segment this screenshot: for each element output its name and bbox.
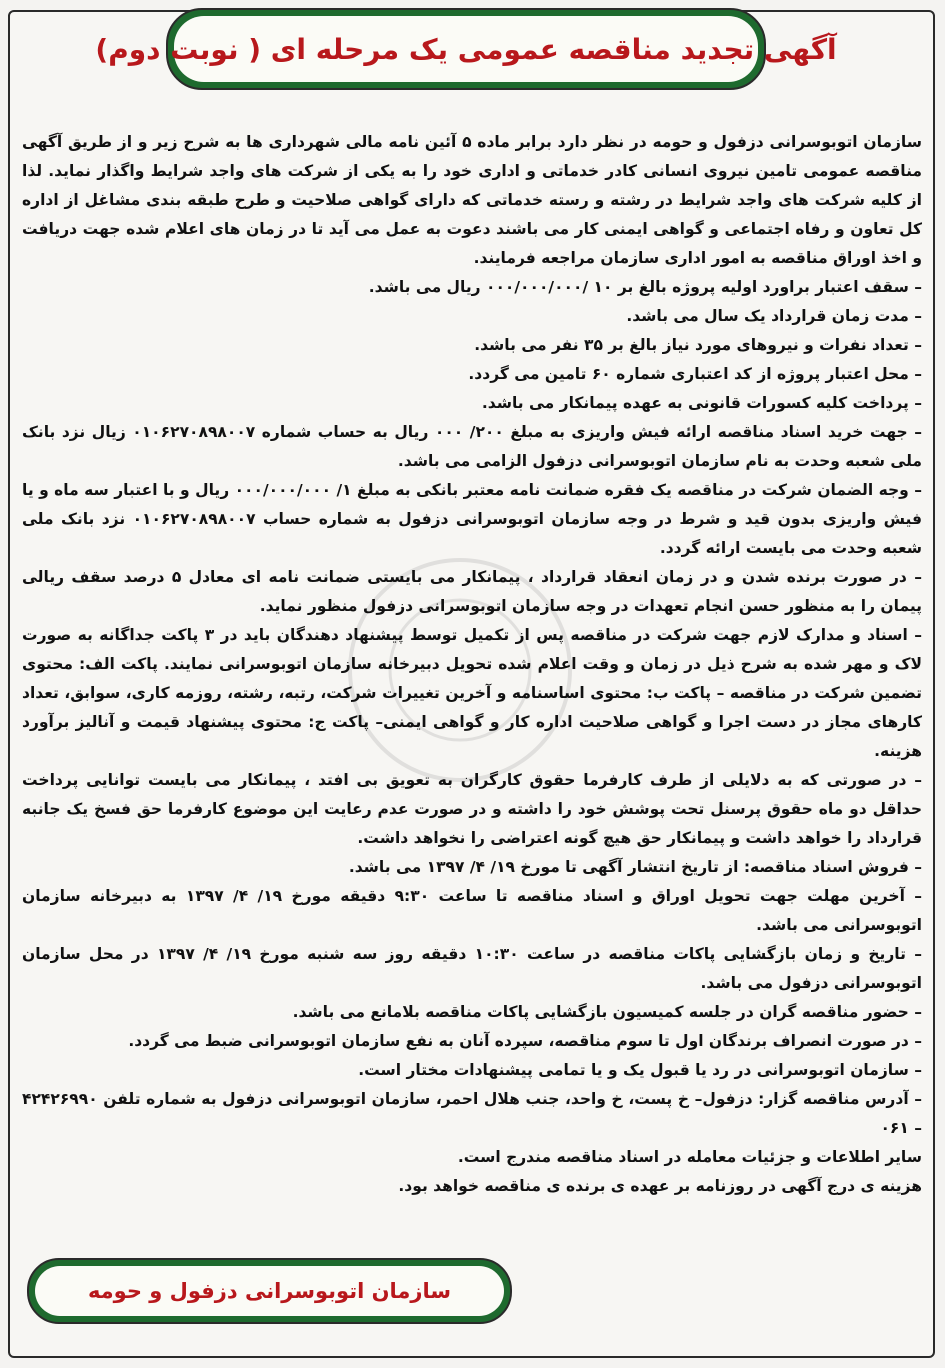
footer-banner-inner: [35, 1266, 504, 1316]
footer-banner: [27, 1258, 512, 1324]
organization-name: سازمان اتوبوسرانی دزفول و حومه: [87, 1279, 452, 1303]
tender-item: – تاریخ و زمان بازگشایی پاکات مناقصه در ساعت ۱۰:۳۰ دقیقه روز سه شنبه مورخ ۱۹/ ۴/ ۱۳۹۷ در محل سازمان اتوبوسرانی دزفول می باشد.: [22, 940, 922, 998]
closing-line: هزینه ی درج آگهی در روزنامه بر عهده ی برنده ی مناقصه خواهد بود.: [398, 1177, 922, 1195]
tender-item: – در صورت برنده شدن و در زمان انعقاد قرارداد ، پیمانکار می بایستی ضمانت نامه ای معادل ۵ درصد سقف ریالی پیمان را به منظور حسن انجام تعهدات در وجه سازمان اتوبوسرانی دزفول منظور نماید.: [22, 563, 922, 621]
tender-item: – در صورتی که به دلایلی از طرف کارفرما حقوق کارگران به تعویق بی افتد ، پیمانکار می بایست توانایی پرداخت حداقل دو ماه حقوق پرسنل تحت پوشش خود را داشته و در صورت عدم رعایت این موضوع کارفرما حق فسخ یک جانبه قرارداد را خواهد داشت و پیمانکار حق هیچ گونه اعتراضی را نخواهد داشت.: [22, 766, 922, 853]
tender-item: – در صورت انصراف برندگان اول تا سوم مناقصه، سپرده آنان به نفع سازمان اتوبوسرانی ضبط می گردد.: [22, 1027, 922, 1056]
title-banner-inner: [95, 16, 837, 82]
tender-item: – مدت زمان قرارداد یک سال می باشد.: [22, 302, 922, 331]
closing-line: سایر اطلاعات و جزئیات معامله در اسناد مناقصه مندرج است.: [457, 1148, 922, 1166]
intro-paragraph: سازمان اتوبوسرانی دزفول و حومه در نظر دارد برابر ماده ۵ آئین نامه مالی شهرداری ها به شرح زیر و از طریق آگهی مناقصه عمومی تامین نیروی انسانی کادر خدماتی و اداری خود را به یکی از شرکت های واجد شرایط واگذار نماید. لذا از کلیه شرکت های واجد شرایط در رشته و رسته خدماتی که دارای گواهی صلاحیت و طرح طبقه بندی مشاغل از اداره کل تعاون و رفاه اجتماعی و گواهی ایمنی کار می باشند دعوت به عمل می آید تا در زمان های اعلام شده جهت دریافت و اخذ اوراق مناقصه به امور اداری سازمان مراجعه فرمایند.: [22, 133, 922, 267]
tender-item: – آخرین مهلت جهت تحویل اوراق و اسناد مناقصه تا ساعت ۹:۳۰ دقیقه مورخ ۱۹/ ۴/ ۱۳۹۷ به دبیرخانه سازمان اتوبوسرانی می باشد.: [22, 882, 922, 940]
tender-item: – آدرس مناقصه گزار: دزفول– خ پست، خ واحد، جنب هلال احمر، سازمان اتوبوسرانی دزفول به شماره تلفن ۴۲۴۲۶۹۹۰ – ۰۶۱: [22, 1085, 922, 1143]
tender-item: – اسناد و مدارک لازم جهت شرکت در مناقصه پس از تکمیل توسط پیشنهاد دهندگان باید در ۳ پاکت جداگانه به صورت لاک و مهر شده به شرح ذیل در زمان و وقت اعلام شده تحویل دبیرخانه سازمان اتوبوسرانی نمایند. پاکت الف: محتوی تضمین شرکت در مناقصه – پاکت ب: محتوی اساسنامه و آخرین تغییرات شرکت، رتبه، رشته، روزمه کاری، سوابق، تعداد کارهای مجاز در دست اجرا و گواهی صلاحیت اداره کار و گواهی ایمنی– پاکت ج: محتوی پیشنهاد قیمت و آنالیز برآورد هزینه.: [22, 621, 922, 766]
tender-item: – سقف اعتبار براورد اولیه پروژه بالغ بر ۱۰ /۰۰۰/۰۰۰/۰۰۰ ریال می باشد.: [22, 273, 922, 302]
tender-body: [22, 128, 922, 1201]
tender-item: – جهت خرید اسناد مناقصه ارائه فیش واریزی به مبلغ ۲۰۰/ ۰۰۰ ریال به حساب شماره ۰۱۰۶۲۷۰۸۹۸۰۰۷ زیال نزد بانک ملی شعبه وحدت به نام سازمان اتوبوسرانی دزفول الزامی می باشد.: [22, 418, 922, 476]
tender-item: – حضور مناقصه گران در جلسه کمیسیون بازگشایی پاکات مناقصه بلامانع می باشد.: [22, 998, 922, 1027]
tender-item: – محل اعتبار پروژه از کد اعتباری شماره ۶۰ تامین می گردد.: [22, 360, 922, 389]
title-banner: [95, 8, 837, 90]
tender-item: – تعداد نفرات و نیروهای مورد نیاز بالغ بر ۳۵ نفر می باشد.: [22, 331, 922, 360]
tender-item: – سازمان اتوبوسرانی در رد یا قبول یک و یا تمامی پیشنهادات مختار است.: [22, 1056, 922, 1085]
tender-item: – وجه الضمان شرکت در مناقصه یک فقره ضمانت نامه معتبر بانکی به مبلغ ۱/ ۰۰۰/۰۰۰/۰۰۰ ریال و با اعتبار سه ماه و یا فیش واریزی بدون قید و شرط در وجه سازمان اتوبوسرانی دزفول به شماره حساب ۰۱۰۶۲۷۰۸۹۸۰۰۷ نزد بانک ملی شعبه وحدت می بایست ارائه گردد.: [22, 476, 922, 563]
tender-item: – فروش اسناد مناقصه: از تاریخ انتشار آگهی تا مورخ ۱۹/ ۴/ ۱۳۹۷ می باشد.: [22, 853, 922, 882]
page-title: آگهی تجدید مناقصه عمومی یک مرحله ای ( نوبت دوم): [95, 32, 837, 66]
tender-item: – پرداخت کلیه کسورات قانونی به عهده پیمانکار می باشد.: [22, 389, 922, 418]
